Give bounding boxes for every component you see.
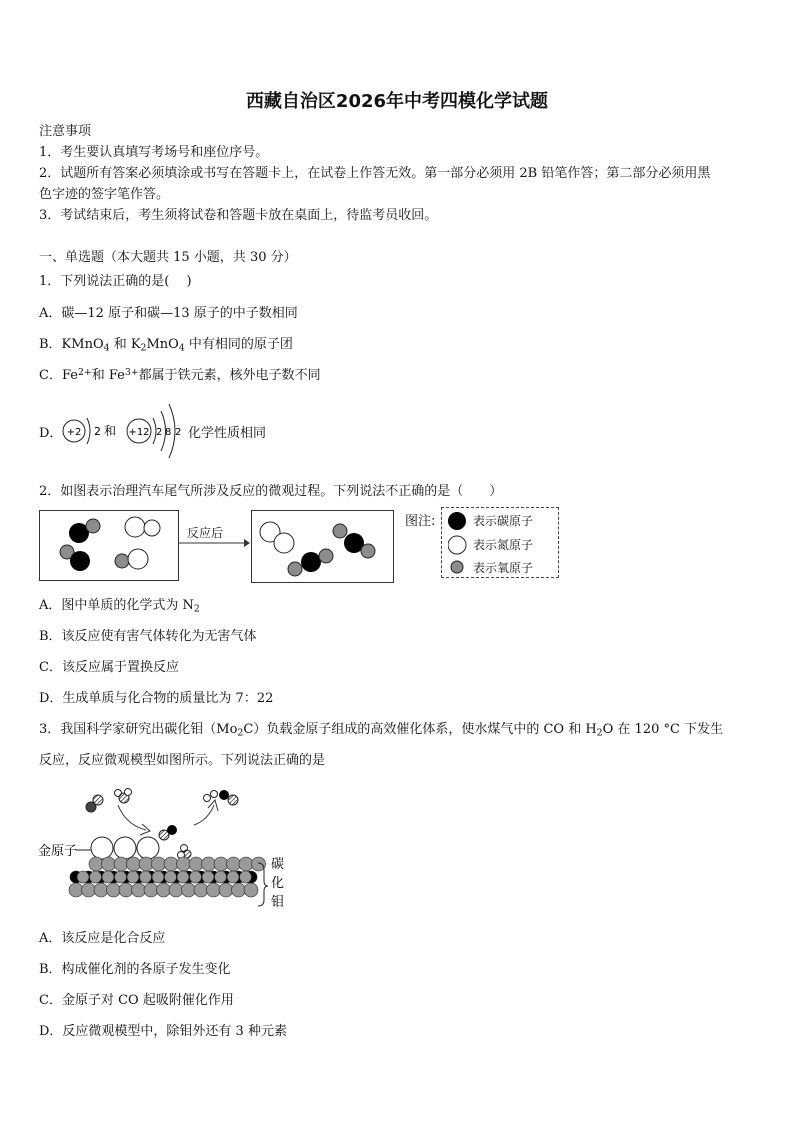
legend-title: 图注: <box>405 514 436 529</box>
atom1-nucleus: +2 <box>66 427 82 438</box>
reaction-arrow-label: 反应后 <box>187 526 224 540</box>
atom2-nucleus: +12 <box>128 427 150 438</box>
q2-option-c: C．该反应属于置换反应 <box>39 660 179 675</box>
q1-option-b: B．KMnO$_4$ 和 $K_2MnO_4$ 中有相同的原子团 <box>39 337 293 354</box>
carbide-atom <box>94 883 108 897</box>
q1-option-c: C．$Fe^{2+}$和 $Fe^{3+}$都属于铁元素，核外电子数不同 <box>39 366 321 383</box>
q3-stem-line1: 3．我国科学家研究出碳化钼$(Mo_2C)$负载金原子组成的高效催化体系，使水煤气中的 CO 和 $H_2O$ 在 120 °C 下发生 <box>39 722 724 739</box>
atom1-shell-1: 2 <box>94 425 101 438</box>
carbide-atom <box>77 871 89 883</box>
carbide-atom <box>169 883 183 897</box>
nitrogen-atom-icon <box>448 536 466 554</box>
carbide-atom <box>202 871 214 883</box>
q1-option-d-label: D． <box>39 426 63 441</box>
carbide-atom <box>232 883 246 897</box>
q2-legend <box>441 507 559 578</box>
oxygen-atom-icon <box>451 561 463 573</box>
notice-item-3: 3．考试结束后，考生须将试卷和答题卡放在桌面上，待监考员收回。 <box>39 208 438 223</box>
q2-products-box <box>251 510 394 583</box>
q2-reactants-box <box>39 510 179 581</box>
atom2-shell-2: 8 <box>165 427 172 438</box>
carbide-atom <box>177 871 189 883</box>
gold-atom-label: 金原子 <box>38 844 78 859</box>
carbide-atom <box>189 857 203 871</box>
notice-item-1: 1．考生要认真填写考场号和座位序号。 <box>39 145 269 160</box>
q2-option-d: D．生成单质与化合物的质量比为 7：22 <box>39 691 274 706</box>
carbide-atom <box>107 883 121 897</box>
notice-heading: 注意事项 <box>39 124 92 139</box>
carbide-atom <box>194 883 208 897</box>
section-heading: 一、单选题（本大题共 15 小题，共 30 分） <box>39 250 297 265</box>
q1-option-d-text: 化学性质相同 <box>188 426 267 441</box>
carbide-atom <box>152 857 166 871</box>
carbide-atom <box>207 883 221 897</box>
q3-option-a: A．该反应是化合反应 <box>39 931 166 946</box>
carbide-atom <box>140 871 152 883</box>
carbide-atom <box>152 871 164 883</box>
page-title: 西藏自治区2026年中考四模化学试题 <box>245 91 549 112</box>
q3-catalyst-model <box>36 780 296 910</box>
legend-carbon: 表示碳原子 <box>473 514 534 528</box>
carbide-atom <box>157 883 171 897</box>
carbide-atom <box>244 883 258 897</box>
carbide-atom <box>115 871 127 883</box>
carbide-atom <box>89 857 103 871</box>
and-word: 和 <box>104 424 117 438</box>
q1-stem: 1．下列说法正确的是( ) <box>39 274 192 289</box>
carbide-atom <box>69 883 83 897</box>
carbide-atom <box>119 883 133 897</box>
q1-option-a: A．碳—12 原子和碳—13 原子的中子数相同 <box>39 306 298 321</box>
carbide-atom <box>165 871 177 883</box>
carbide-atom <box>82 883 96 897</box>
carbide-atom <box>190 871 202 883</box>
carbide-atom <box>227 871 239 883</box>
carbide-atom <box>214 857 228 871</box>
carbide-atom <box>177 857 191 871</box>
atom-structure-diagrams <box>60 398 200 458</box>
carbide-atom <box>127 871 139 883</box>
legend-oxygen: 表示氧原子 <box>473 561 534 575</box>
q3-option-c: C．金原子对 CO 起吸附催化作用 <box>39 993 234 1008</box>
notice-item-2: 2．试题所有答案必须填涂或书写在答题卡上，在试卷上作答无效。第一部分必须用 2B 铅笔作答；第二部分必须用黑 <box>39 166 711 181</box>
carbide-atom <box>215 871 227 883</box>
carbide-atom <box>219 883 233 897</box>
carbide-atom <box>102 857 116 871</box>
atom2-shell-3: 2 <box>175 427 182 438</box>
q2-option-b: B．该反应使有害气体转化为无害气体 <box>39 629 257 644</box>
q3-option-d: D．反应微观模型中，除钼外还有 3 种元素 <box>39 1024 287 1039</box>
carbide-atom <box>90 871 102 883</box>
carbide-atom <box>252 857 266 871</box>
carbide-atom <box>114 857 128 871</box>
q3-stem-line2: 反应，反应微观模型如图所示。下列说法正确的是 <box>39 753 326 768</box>
atom2-shell-1: 2 <box>156 427 163 438</box>
moc-label-1: 碳 <box>271 857 285 872</box>
carbide-atom <box>182 883 196 897</box>
carbide-atom <box>132 883 146 897</box>
legend-nitrogen: 表示氮原子 <box>473 538 534 552</box>
carbide-atom <box>239 857 253 871</box>
carbide-atom <box>102 871 114 883</box>
q2-stem: 2．如图表示治理汽车尾气所涉及反应的微观过程。下列说法不正确的是（ ） <box>39 484 503 499</box>
moc-label-3: 钼 <box>271 895 285 910</box>
moc-label-2: 化 <box>271 876 285 891</box>
carbide-atom <box>227 857 241 871</box>
carbide-atom <box>139 857 153 871</box>
carbide-atom <box>202 857 216 871</box>
notice-item-2-cont: 色字迹的签字笔作答。 <box>39 187 170 202</box>
carbide-atom <box>240 871 252 883</box>
q3-option-b: B．构成催化剂的各原子发生变化 <box>39 962 231 977</box>
carbide-atom <box>164 857 178 871</box>
carbide-atom <box>127 857 141 871</box>
q2-option-a: A．图中单质的化学式为 $N_2$ <box>39 598 200 615</box>
carbon-atom-icon <box>448 512 466 530</box>
carbide-atom <box>144 883 158 897</box>
